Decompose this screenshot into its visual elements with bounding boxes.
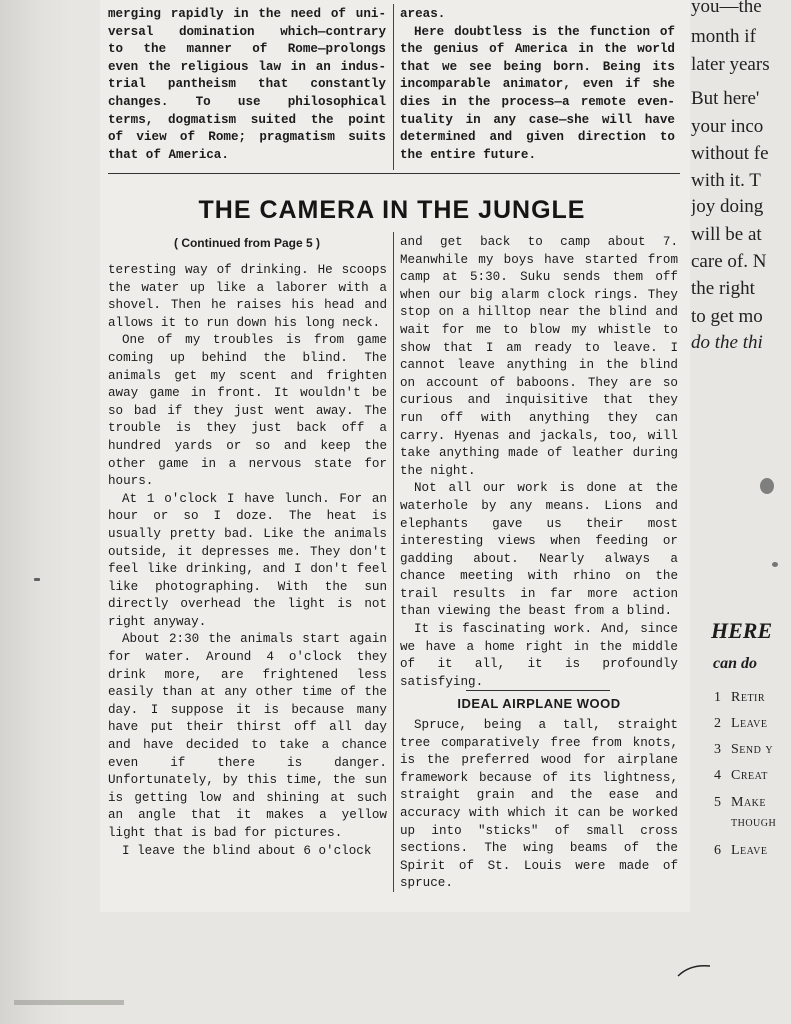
list-number: 2 — [714, 716, 721, 731]
text-line: areas. — [400, 7, 446, 21]
text-line: the genius of America in the world — [400, 42, 675, 57]
subhead: IDEAL AIRPLANE WOOD — [457, 696, 621, 711]
airplane-paragraph-block — [400, 717, 678, 893]
margin-line: joy doing — [691, 196, 764, 217]
paragraph: One of my troubles is from game coming up behind the blind. The animals get my scent and frighten away game in front. It wouldn't be so bad if they just went away. The trouble is they just back off a hundred yards or so and keep the other game in a nervous state for hours. — [108, 333, 387, 489]
scan-smudge — [34, 578, 40, 581]
scan-edge-shadow — [0, 0, 70, 1024]
margin-line: will be at — [691, 224, 762, 245]
paragraph: and get back to camp about 7. Meanwhile my boys have started from camp at 5:30. Suku sends them off when our big alarm clock rings. They stop on a hilltop near the blind and wait for me to blow my whistle to show that I am ready to leave. I cannot leave anything in the blind on account of baboons. They are so curious and inquisitive that they run off with anything they can carry. Hyenas and jackals, too, will take anything made of leather during the night. — [400, 235, 678, 478]
margin-line: without fe — [691, 143, 769, 164]
sidebar-list-item — [714, 815, 791, 831]
sidebar-list-item — [714, 768, 791, 784]
sidebar-heading: HERE — [711, 618, 773, 643]
margin-line: the right — [691, 278, 755, 299]
margin-line: But here' — [691, 88, 760, 109]
paragraph: Not all our work is done at the waterhole by any means. Lions and elephants gave us their most interesting views when feeding or gadding about. Nearly always a chance meeting with rhino on the trail results in far more action than viewing the beast from a blind. — [400, 481, 678, 619]
sidebar-list-item — [714, 742, 791, 758]
margin-line: care of. N — [691, 251, 767, 272]
top-right-column — [400, 6, 675, 164]
text-line: changes. To use philosophical — [108, 94, 386, 109]
continued-note: ( Continued from Page 5 ) — [173, 236, 320, 250]
airplane-paragraph: Spruce, being a tall, straight tree comparatively free from knots, is the preferred wood for airplane framework because of its lightness, straight grain and the ease and accuracy with which it can be worked up into "sticks" of small cross sections. The wing beams of the Spirit of St. Louis were made of spruce. — [400, 718, 678, 891]
list-label: Creat — [731, 768, 768, 783]
list-number: 3 — [714, 742, 721, 757]
list-number: 4 — [714, 768, 721, 783]
margin-line: your inco — [691, 116, 764, 137]
pen-mark — [676, 960, 712, 980]
text-line: even the religious law in an indus- — [108, 59, 386, 74]
text-line: to the manner of Rome—prolongs — [108, 42, 386, 57]
text-line: that of America. — [108, 147, 229, 162]
section-rule — [108, 173, 680, 174]
text-line: merging rapidly in the need of uni- — [108, 7, 386, 21]
margin-line: to get mo — [691, 306, 763, 327]
paragraph: It is fascinating work. And, since we have a home right in the middle of it all, it is profoundly satisfying. — [400, 622, 678, 689]
text-line: incomparable animator, even if she — [400, 77, 675, 92]
margin-line: month if — [691, 26, 756, 47]
list-label: Leave — [731, 843, 768, 858]
headline: THE CAMERA IN THE JUNGLE — [198, 196, 586, 224]
text-line: terms, dogmatism suited the point — [108, 112, 386, 127]
scan-smudge — [772, 562, 778, 567]
text-line: Here doubtless is the function of — [414, 24, 675, 39]
paragraph: About 2:30 the animals start again for water. Around 4 o'clock they drink more, are frightened less easily than at any other time of the day. I suppose it is because many have put their thirst off all day and have decided to take a chance even if there is danger. Unfortunately, by this time, the sun is getting low and shining at such an angle that it makes a yellow light that is bad for pictures. — [108, 632, 387, 840]
list-number: 5 — [714, 795, 721, 810]
scan-artifact — [14, 1000, 124, 1005]
text-line: tuality in any case—she will have — [400, 112, 675, 127]
list-label: Retir — [731, 690, 766, 705]
list-number: 6 — [714, 843, 721, 858]
margin-line: you—the — [691, 0, 762, 17]
column-divider-body — [393, 232, 394, 892]
list-label: Leave — [731, 716, 768, 731]
text-line: the entire future. — [400, 147, 537, 162]
text-line: that we see being born. Being its — [400, 59, 675, 74]
list-number: 1 — [714, 690, 721, 705]
text-line: determined and given direction to — [400, 130, 675, 145]
sidebar-subheading: can do — [713, 655, 757, 672]
margin-line: with it. T — [691, 170, 761, 191]
top-left-column — [108, 6, 386, 164]
paragraph: I leave the blind about 6 o'clock — [122, 843, 372, 858]
subhead-rule — [466, 690, 610, 691]
list-label: though — [731, 815, 777, 830]
sidebar-list-item — [714, 843, 791, 859]
sidebar-list-item — [714, 795, 791, 811]
column-divider-top — [393, 4, 394, 170]
text-line: dies in the process—a remote even- — [400, 94, 675, 109]
sidebar-list-item — [714, 690, 791, 706]
margin-line: do the thi — [691, 332, 763, 353]
sidebar-list-item — [714, 716, 791, 732]
article-right-column — [400, 234, 678, 691]
article-left-column — [108, 262, 387, 860]
text-line: of view of Rome; pragmatism suits — [108, 130, 386, 145]
paragraph: At 1 o'clock I have lunch. For an hour or so I doze. The heat is usually pretty bad. Like the animals outside, it depresses me. They don't feel like drinking, and I don't feel like photographing. With the sun directly overhead the light is not right anyway. — [108, 491, 387, 629]
text-line: versal domination which—contrary — [108, 24, 386, 39]
margin-line: later years — [691, 54, 770, 75]
paragraph: teresting way of drinking. He scoops the water up like a laborer with a shovel. Then he raises his head and allows it to run down his long neck. — [108, 263, 387, 330]
text-line: trial pantheism that constantly — [108, 77, 386, 92]
scan-smudge — [760, 478, 774, 494]
list-label: Send y — [731, 742, 774, 757]
list-label: Make — [731, 795, 766, 810]
